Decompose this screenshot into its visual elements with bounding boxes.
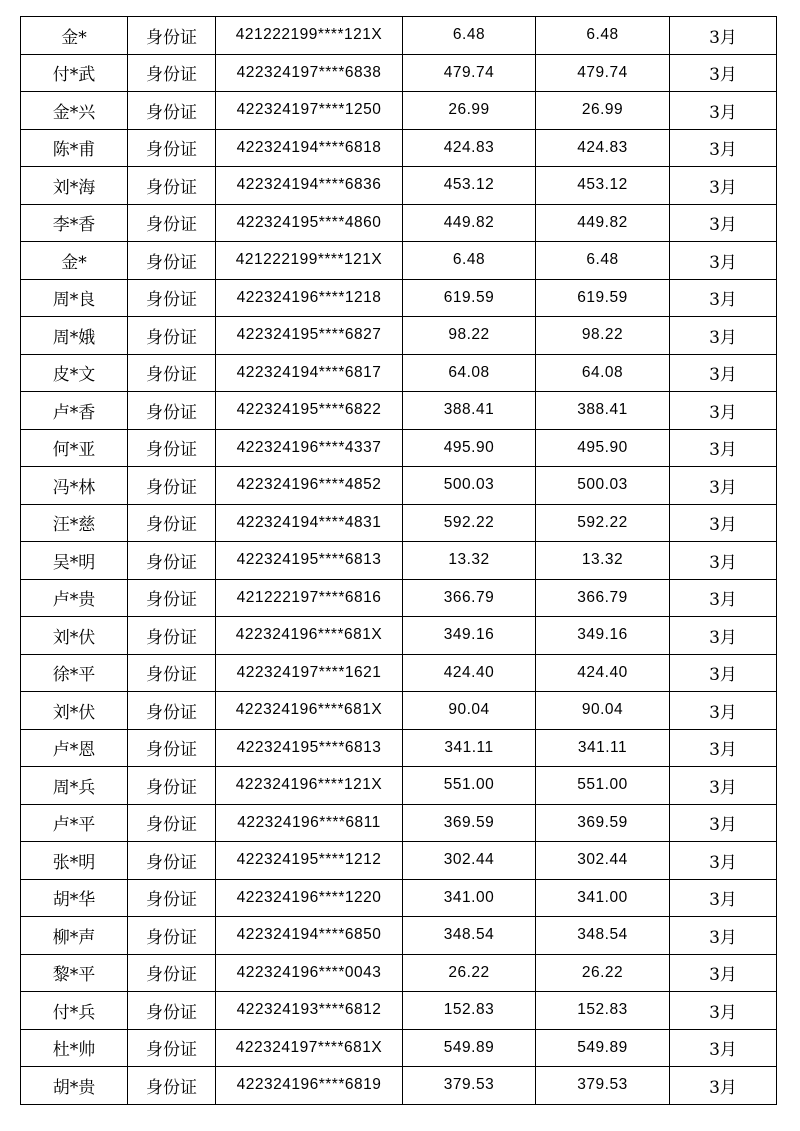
cell-amount: 449.82 — [403, 204, 536, 242]
table-row — [21, 542, 777, 580]
cell-month: 3月 — [670, 879, 777, 917]
cell-amount: 341.11 — [403, 729, 536, 767]
cell-id-type: 身份证 — [128, 729, 216, 767]
cell-amount: 6.48 — [403, 17, 536, 55]
cell-id-type: 身份证 — [128, 17, 216, 55]
cell-id-type: 身份证 — [128, 1067, 216, 1105]
cell-amount-paid: 549.89 — [536, 1029, 670, 1067]
cell-amount: 388.41 — [403, 392, 536, 430]
cell-name: 皮*文 — [21, 354, 128, 392]
cell-amount: 302.44 — [403, 842, 536, 880]
cell-id-number: 421222199****121X — [216, 242, 403, 280]
cell-amount: 64.08 — [403, 354, 536, 392]
cell-id-number: 422324195****6813 — [216, 729, 403, 767]
cell-month: 3月 — [670, 392, 777, 430]
cell-amount-paid: 369.59 — [536, 804, 670, 842]
table-row — [21, 804, 777, 842]
cell-month: 3月 — [670, 279, 777, 317]
table-row — [21, 617, 777, 655]
cell-name: 金*兴 — [21, 92, 128, 130]
table-row — [21, 579, 777, 617]
cell-id-number: 422324197****6838 — [216, 54, 403, 92]
cell-amount: 619.59 — [403, 279, 536, 317]
cell-name: 柳*声 — [21, 917, 128, 955]
cell-amount: 479.74 — [403, 54, 536, 92]
cell-name: 吴*明 — [21, 542, 128, 580]
cell-id-type: 身份证 — [128, 992, 216, 1030]
cell-amount-paid: 449.82 — [536, 204, 670, 242]
cell-id-type: 身份证 — [128, 129, 216, 167]
cell-id-type: 身份证 — [128, 392, 216, 430]
table-row — [21, 879, 777, 917]
cell-id-type: 身份证 — [128, 279, 216, 317]
cell-id-number: 422324196****1220 — [216, 879, 403, 917]
cell-id-type: 身份证 — [128, 579, 216, 617]
table-row — [21, 392, 777, 430]
cell-amount: 551.00 — [403, 767, 536, 805]
cell-month: 3月 — [670, 617, 777, 655]
cell-amount-paid: 592.22 — [536, 504, 670, 542]
cell-id-type: 身份证 — [128, 167, 216, 205]
cell-id-number: 422324196****121X — [216, 767, 403, 805]
cell-amount-paid: 64.08 — [536, 354, 670, 392]
table-row — [21, 429, 777, 467]
table-row — [21, 17, 777, 55]
cell-id-type: 身份证 — [128, 92, 216, 130]
cell-id-type: 身份证 — [128, 242, 216, 280]
cell-month: 3月 — [670, 804, 777, 842]
cell-name: 陈*甫 — [21, 129, 128, 167]
cell-month: 3月 — [670, 842, 777, 880]
table-row — [21, 467, 777, 505]
table-row — [21, 954, 777, 992]
cell-amount-paid: 366.79 — [536, 579, 670, 617]
cell-name: 杜*帅 — [21, 1029, 128, 1067]
cell-month: 3月 — [670, 542, 777, 580]
cell-amount-paid: 6.48 — [536, 17, 670, 55]
cell-id-type: 身份证 — [128, 617, 216, 655]
cell-name: 刘*海 — [21, 167, 128, 205]
cell-amount-paid: 98.22 — [536, 317, 670, 355]
table-row — [21, 242, 777, 280]
cell-name: 卢*香 — [21, 392, 128, 430]
cell-id-number: 422324195****6822 — [216, 392, 403, 430]
cell-amount-paid: 453.12 — [536, 167, 670, 205]
cell-id-number: 422324196****6819 — [216, 1067, 403, 1105]
cell-month: 3月 — [670, 917, 777, 955]
cell-amount: 592.22 — [403, 504, 536, 542]
table-row — [21, 692, 777, 730]
table-row — [21, 92, 777, 130]
cell-name: 何*亚 — [21, 429, 128, 467]
cell-id-number: 422324194****6850 — [216, 917, 403, 955]
cell-month: 3月 — [670, 954, 777, 992]
cell-month: 3月 — [670, 767, 777, 805]
cell-amount-paid: 26.99 — [536, 92, 670, 130]
table-row — [21, 129, 777, 167]
cell-id-number: 422324197****681X — [216, 1029, 403, 1067]
cell-id-type: 身份证 — [128, 804, 216, 842]
cell-month: 3月 — [670, 504, 777, 542]
cell-month: 3月 — [670, 992, 777, 1030]
cell-amount-paid: 424.40 — [536, 654, 670, 692]
cell-month: 3月 — [670, 204, 777, 242]
table-row — [21, 317, 777, 355]
cell-id-type: 身份证 — [128, 879, 216, 917]
cell-amount-paid: 26.22 — [536, 954, 670, 992]
cell-amount: 152.83 — [403, 992, 536, 1030]
cell-amount-paid: 348.54 — [536, 917, 670, 955]
cell-month: 3月 — [670, 242, 777, 280]
table-row — [21, 54, 777, 92]
cell-amount: 349.16 — [403, 617, 536, 655]
cell-month: 3月 — [670, 579, 777, 617]
cell-id-number: 422324195****1212 — [216, 842, 403, 880]
cell-id-number: 422324194****6836 — [216, 167, 403, 205]
table-row — [21, 729, 777, 767]
table-row — [21, 204, 777, 242]
cell-amount: 424.83 — [403, 129, 536, 167]
payment-table — [20, 16, 777, 1105]
cell-amount: 13.32 — [403, 542, 536, 580]
cell-id-type: 身份证 — [128, 317, 216, 355]
cell-name: 付*兵 — [21, 992, 128, 1030]
table-body — [21, 17, 777, 1105]
cell-id-number: 421222197****6816 — [216, 579, 403, 617]
cell-amount-paid: 551.00 — [536, 767, 670, 805]
cell-id-type: 身份证 — [128, 767, 216, 805]
cell-id-number: 422324196****4337 — [216, 429, 403, 467]
table-row — [21, 167, 777, 205]
cell-name: 周*良 — [21, 279, 128, 317]
cell-month: 3月 — [670, 729, 777, 767]
cell-month: 3月 — [670, 692, 777, 730]
cell-name: 付*武 — [21, 54, 128, 92]
cell-id-type: 身份证 — [128, 429, 216, 467]
cell-id-type: 身份证 — [128, 954, 216, 992]
cell-id-number: 422324196****681X — [216, 692, 403, 730]
table-row — [21, 504, 777, 542]
cell-id-type: 身份证 — [128, 54, 216, 92]
cell-id-number: 422324194****4831 — [216, 504, 403, 542]
cell-id-type: 身份证 — [128, 654, 216, 692]
cell-id-type: 身份证 — [128, 1029, 216, 1067]
cell-name: 刘*伏 — [21, 617, 128, 655]
cell-amount-paid: 349.16 — [536, 617, 670, 655]
cell-name: 汪*慈 — [21, 504, 128, 542]
cell-id-type: 身份证 — [128, 504, 216, 542]
table-row — [21, 354, 777, 392]
cell-amount: 500.03 — [403, 467, 536, 505]
cell-name: 金* — [21, 242, 128, 280]
cell-month: 3月 — [670, 17, 777, 55]
table-row — [21, 654, 777, 692]
cell-name: 卢*贵 — [21, 579, 128, 617]
cell-id-number: 422324195****6827 — [216, 317, 403, 355]
cell-id-number: 422324194****6818 — [216, 129, 403, 167]
cell-name: 胡*贵 — [21, 1067, 128, 1105]
cell-name: 李*香 — [21, 204, 128, 242]
cell-amount: 26.99 — [403, 92, 536, 130]
cell-amount: 495.90 — [403, 429, 536, 467]
cell-id-number: 422324197****1621 — [216, 654, 403, 692]
cell-id-number: 421222199****121X — [216, 17, 403, 55]
table-row — [21, 767, 777, 805]
cell-amount: 341.00 — [403, 879, 536, 917]
cell-name: 卢*恩 — [21, 729, 128, 767]
cell-amount: 348.54 — [403, 917, 536, 955]
cell-id-type: 身份证 — [128, 542, 216, 580]
table-row — [21, 842, 777, 880]
cell-id-number: 422324196****6811 — [216, 804, 403, 842]
cell-month: 3月 — [670, 354, 777, 392]
cell-month: 3月 — [670, 92, 777, 130]
cell-amount-paid: 302.44 — [536, 842, 670, 880]
cell-id-type: 身份证 — [128, 204, 216, 242]
table-row — [21, 917, 777, 955]
cell-month: 3月 — [670, 429, 777, 467]
table-row — [21, 992, 777, 1030]
cell-amount: 98.22 — [403, 317, 536, 355]
cell-name: 刘*伏 — [21, 692, 128, 730]
cell-amount: 369.59 — [403, 804, 536, 842]
cell-amount-paid: 6.48 — [536, 242, 670, 280]
cell-id-number: 422324193****6812 — [216, 992, 403, 1030]
cell-id-number: 422324194****6817 — [216, 354, 403, 392]
cell-amount-paid: 341.11 — [536, 729, 670, 767]
cell-id-number: 422324195****4860 — [216, 204, 403, 242]
cell-id-number: 422324196****0043 — [216, 954, 403, 992]
cell-amount: 549.89 — [403, 1029, 536, 1067]
cell-id-number: 422324195****6813 — [216, 542, 403, 580]
cell-id-type: 身份证 — [128, 842, 216, 880]
cell-id-number: 422324196****1218 — [216, 279, 403, 317]
cell-amount-paid: 500.03 — [536, 467, 670, 505]
cell-name: 周*兵 — [21, 767, 128, 805]
cell-name: 卢*平 — [21, 804, 128, 842]
cell-amount-paid: 479.74 — [536, 54, 670, 92]
cell-month: 3月 — [670, 129, 777, 167]
cell-month: 3月 — [670, 167, 777, 205]
cell-month: 3月 — [670, 1029, 777, 1067]
cell-amount: 366.79 — [403, 579, 536, 617]
cell-amount-paid: 13.32 — [536, 542, 670, 580]
cell-amount: 379.53 — [403, 1067, 536, 1105]
cell-name: 冯*林 — [21, 467, 128, 505]
cell-amount-paid: 152.83 — [536, 992, 670, 1030]
cell-name: 黎*平 — [21, 954, 128, 992]
cell-amount-paid: 619.59 — [536, 279, 670, 317]
cell-amount-paid: 379.53 — [536, 1067, 670, 1105]
cell-id-type: 身份证 — [128, 354, 216, 392]
cell-name: 金* — [21, 17, 128, 55]
cell-id-type: 身份证 — [128, 917, 216, 955]
cell-amount-paid: 341.00 — [536, 879, 670, 917]
cell-name: 张*明 — [21, 842, 128, 880]
table-row — [21, 1067, 777, 1105]
cell-id-number: 422324196****4852 — [216, 467, 403, 505]
cell-amount: 6.48 — [403, 242, 536, 280]
cell-id-number: 422324196****681X — [216, 617, 403, 655]
cell-name: 周*娥 — [21, 317, 128, 355]
cell-amount-paid: 90.04 — [536, 692, 670, 730]
table-row — [21, 279, 777, 317]
cell-id-type: 身份证 — [128, 692, 216, 730]
cell-name: 胡*华 — [21, 879, 128, 917]
cell-id-number: 422324197****1250 — [216, 92, 403, 130]
cell-month: 3月 — [670, 1067, 777, 1105]
cell-month: 3月 — [670, 467, 777, 505]
cell-id-type: 身份证 — [128, 467, 216, 505]
table-row — [21, 1029, 777, 1067]
cell-month: 3月 — [670, 54, 777, 92]
cell-name: 徐*平 — [21, 654, 128, 692]
cell-amount: 424.40 — [403, 654, 536, 692]
cell-amount: 453.12 — [403, 167, 536, 205]
cell-amount: 90.04 — [403, 692, 536, 730]
cell-amount: 26.22 — [403, 954, 536, 992]
cell-month: 3月 — [670, 654, 777, 692]
cell-amount-paid: 424.83 — [536, 129, 670, 167]
cell-amount-paid: 388.41 — [536, 392, 670, 430]
cell-month: 3月 — [670, 317, 777, 355]
cell-amount-paid: 495.90 — [536, 429, 670, 467]
